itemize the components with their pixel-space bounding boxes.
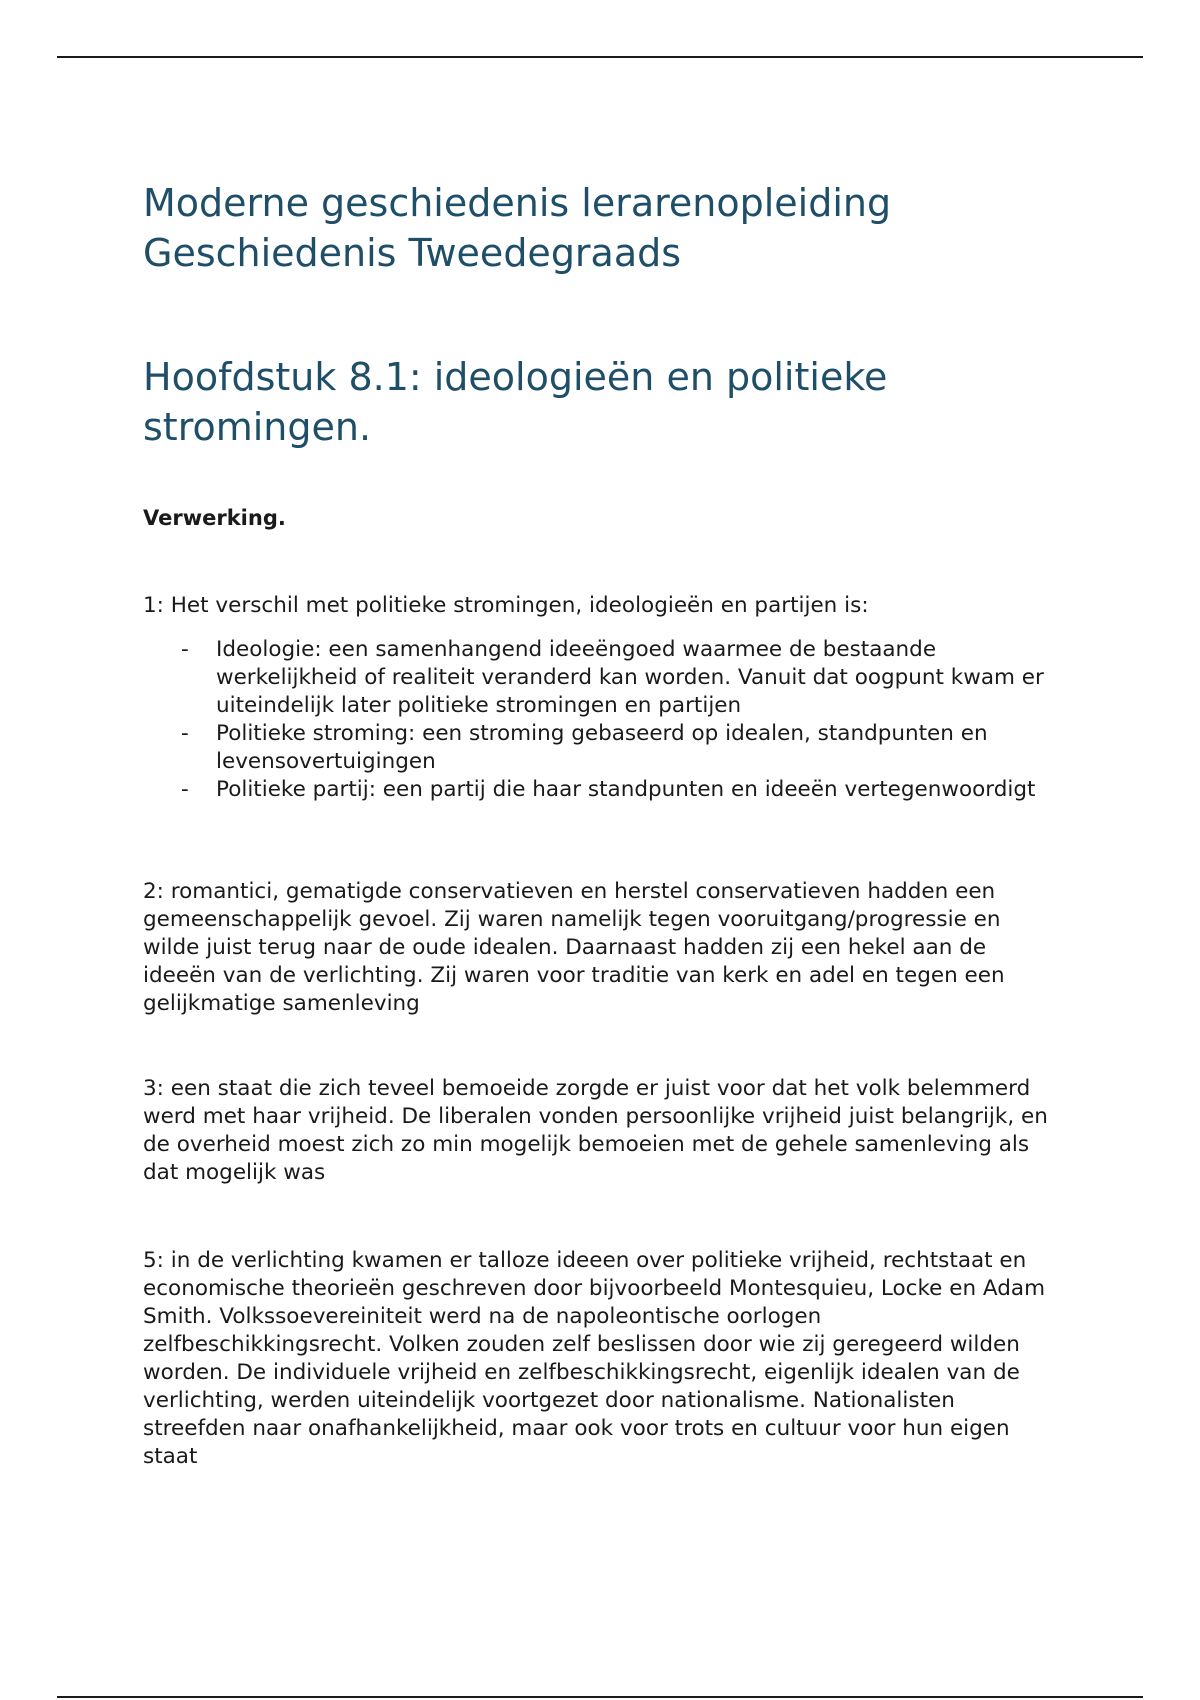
chapter-line-2: stromingen. [143,405,372,449]
list-item [143,776,1063,804]
answer-5: 5: in de verlichting kwamen er talloze ideeen over politieke vrijheid, rechtstaat en economische theorieën geschreven door bijvoorbeeld Montesquieu, Locke en Adam Smith. Volkssoevereiniteit werd na de napoleontische oorlogen zelfbeschikkingsrecht. Volken zouden zelf beslissen door wie zij geregeerd wilden worden. De individuele vrijheid en zelfbeschikkingsrecht, eigenlijk idealen van de verlichting, werden uiteindelijk voortgezet door nationalisme. Nationalisten streefden naar onafhankelijkheid, maar ook voor trots en cultuur voor hun eigen staat [143,1248,1046,1469]
title-line-1: Moderne geschiedenis lerarenopleiding [143,181,892,225]
answer-3: 3: een staat die zich teveel bemoeide zorgde er juist voor dat het volk belemmerd werd met haar vrijheid. De liberalen vonden persoonlijke vrijheid juist belangrijk, en de overheid moest zich zo min mogelijk bemoeien met de gehele samenleving als dat mogelijk was [143,1076,1048,1185]
chapter-title [143,352,1073,452]
header-rule [57,56,1143,58]
bullet-dash: - [181,721,189,746]
definition-list [143,636,1063,804]
chapter-line-1: Hoofdstuk 8.1: ideologieën en politieke [143,355,888,399]
bullet-dash: - [181,637,189,662]
list-item [143,720,1063,776]
footer-rule [57,1696,1143,1698]
bullet-text-ideologie: Ideologie: een samenhangend ideeëngoed waarmee de bestaande werkelijkheid of realiteit veranderd kan worden. Vanuit dat oogpunt kwam er uiteindelijk later politieke stromingen en partijen [216,637,1044,718]
answer-2: 2: romantici, gematigde conservatieven en herstel conservatieven hadden een gemeenschappelijk gevoel. Zij waren namelijk tegen vooruitgang/progressie en wilde juist terug naar de oude idealen. Daarnaast hadden zij een hekel aan de ideeën van de verlichting. Zij waren voor traditie van kerk en adel en tegen een gelijkmatige samenleving [143,879,1005,1016]
list-item [143,636,1063,720]
bullet-dash: - [181,777,189,802]
question-1-intro: 1: Het verschil met politieke stromingen, ideologieën en partijen is: [143,593,869,618]
bullet-text-partij: Politieke partij: een partij die haar standpunten en ideeën vertegenwoordigt [216,777,1036,802]
section-subheading: Verwerking. [143,506,286,530]
document-title [143,178,1073,278]
title-line-2: Geschiedenis Tweedegraads [143,231,682,275]
bullet-text-stroming: Politieke stroming: een stroming gebaseerd op idealen, standpunten en levensovertuigingen [216,721,988,774]
